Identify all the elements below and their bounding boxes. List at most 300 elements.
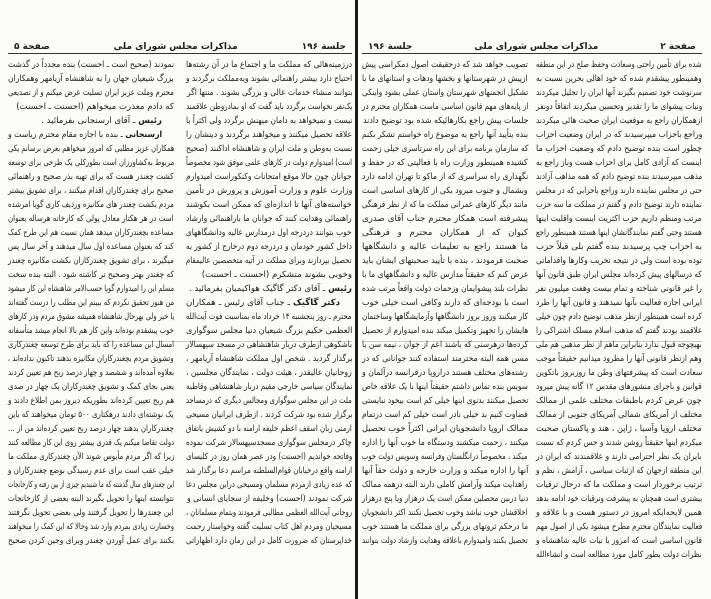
session-number: جلسة ۱۹۶ — [301, 42, 346, 52]
line-text: میکند ، مخصوصاً درانگلستان وفرانسه وسویس دولت خوب — [362, 452, 528, 462]
text-line — [536, 212, 702, 226]
line-text: است در هر هکتار معادل پولی که کارخانه هرساله بعنوان — [8, 214, 174, 224]
text-line — [536, 268, 702, 282]
text-column-left — [8, 58, 174, 548]
line-text: همین لایحه‌ایکه امروز در دستور هست و با علاقه و — [536, 508, 702, 518]
text-line — [8, 114, 174, 128]
line-text: قضاوت کنیم بد خیلی نادر است خیلی کم است درتمام — [362, 410, 528, 420]
text-line — [536, 380, 702, 394]
text-line — [362, 492, 528, 506]
line-text: یک نوشته‌ای دادند درهکتاری ۵۰۰ تومان میخواهند که باین — [8, 410, 174, 420]
text-line — [8, 422, 174, 436]
line-text: برگذار گردید . شخص اول مملکت شاهنشاه آریامهر ، — [185, 354, 352, 364]
text-line — [8, 352, 174, 366]
page-5 — [8, 38, 352, 548]
text-line — [8, 520, 174, 534]
line-text: چاکر درمجلس سوگواری مسجدسپهسالار شرکت نموده — [186, 438, 352, 448]
line-text: مذهب میپرسیدند بنده توضیح دادم که همه مذاهب آزادند — [535, 172, 702, 182]
text-line — [362, 184, 528, 198]
text-line — [8, 212, 174, 226]
text-line — [186, 394, 352, 408]
line-text: صحیح برای چغندرکاران اقدام میکنند ، برای تشویق بیشتر — [8, 186, 174, 196]
line-text: چغندرکاران بدهند چهار درصد ربح تعیین کرده‌اند من از ... — [8, 424, 174, 434]
line-text — [189, 282, 352, 296]
line-text: کند که بعنوان مساعده اول سال میدهند و آخر سال پس — [8, 242, 174, 252]
line-text — [41, 114, 162, 128]
line-text: العظمی حکیم بزرگ شیعیان دنیا مجلس سوگواری — [185, 326, 352, 336]
line-text: وهم ازنظر قانونی آنها را مطرود میدانیم حقیقتاً موجب — [536, 354, 702, 364]
text-line — [186, 408, 352, 422]
line-text: ممالک اروپا دانشجویان ایرانی اکثراً خوب تحصیل — [361, 424, 528, 434]
line-text: هستند وحتی گفتم نمایندگانشان اینها هستند همینطور راجع — [536, 228, 702, 238]
text-line — [536, 492, 702, 506]
text-line — [8, 310, 174, 324]
text-line — [362, 296, 528, 310]
line-text: زیرا که اگر مردم مأیوس شوند الآن چغندرکاری مملکت ما — [7, 452, 174, 462]
text-line — [536, 86, 702, 100]
text-line — [186, 72, 352, 86]
line-text: مانند دیگر کارهای عمرانی مملکت ما که از نظر فرهنگی — [362, 200, 528, 210]
publication-title: مذاکرات مجلس شورای ملی — [113, 42, 238, 52]
session-number: جلسة ۱۹۶ — [368, 42, 413, 52]
line-text: ازهمکاران راجع به موقعیت ایران صحبت هائی میکردند — [535, 116, 702, 126]
text-line — [536, 254, 702, 268]
page-header — [362, 38, 702, 54]
text-line — [362, 338, 528, 352]
page-header — [8, 38, 352, 54]
text-line — [362, 226, 528, 240]
text-column-right — [536, 58, 702, 562]
line-text: که سازمان برنامه برای این راه سرتاسری خیلی زحمت — [361, 144, 528, 154]
text-line — [536, 72, 702, 86]
line-text: مسن همه البته محترمند استفاده کنند جوانانی که در — [361, 354, 528, 364]
line-text: کیوان که از همکاران محترم و فرهنگی — [362, 228, 528, 238]
line-text: وزارت علوم و وزارت آموزش و پرورش در تأمین — [185, 186, 352, 196]
text-line — [186, 212, 352, 226]
line-text: بهیچوجه قبول ندارد بنابراین ماهم از نظر مذهبی هم ملی — [536, 340, 702, 350]
line-text: اینست که آزادی کامل برای احزاب هست وباز راجع به — [536, 158, 702, 168]
text-line — [362, 170, 528, 184]
text-line — [186, 170, 352, 184]
text-line — [362, 254, 528, 268]
line-text: پیشرفته است همکار محترم جناب آقای صدری — [362, 214, 528, 224]
line-text: توده بوده است ولی در نتیجه تخریب وکارها واقداماتی — [536, 256, 702, 266]
line-text: ازپیش در شهرستانها و بخشها ودهات و استانهای ما با — [362, 74, 528, 84]
line-text: فعالیت نمایندگان محترم مطرح میشود یکی از اصول مهم — [535, 522, 702, 532]
text-line — [186, 58, 352, 72]
line-text: روحانی آیت‌الله العظمی مطالبی فرمودند وبتمام مسلمانان ، — [185, 508, 352, 518]
line-text: سرنوشت خود تصمیم بگیرند آنها ایران را تجلیل میکردند — [536, 88, 702, 98]
text-line — [362, 198, 528, 212]
line-text: محترم وملت عزیز ایران تسلیت عرض میکنم و از تصدیعی — [8, 88, 174, 98]
text-line — [536, 324, 702, 338]
line-text: ما هستند راجع به تعلیمات عالیه و دانشگاهها — [362, 242, 528, 252]
line-text: ارمنی زبان اسقف اعظم خلیفه ارامنه با دو کشیش باتفاق — [186, 424, 352, 434]
speech-text: ـ آقای دکتر گاگیک هواکیمیان بفرمائید . — [188, 284, 329, 294]
text-line — [536, 100, 702, 114]
line-text: خواسته‌های آنها تا اندازه‌ای که ممکن است بکوشند — [186, 200, 352, 210]
line-text: وراجع باحزاب میپرسیدند که در ایران وضعیت احزاب — [535, 130, 702, 140]
line-text: یا خیر ولی بهرحال شاهنشاه همیشه مشوق مردم ودر کارهای — [7, 312, 174, 322]
speaker-name: رئیس — [138, 116, 162, 126]
line-text: این منطقه ازجهان که ازثبات سیاسی ، آرامش ، نظم و — [536, 466, 702, 476]
text-line — [536, 198, 702, 212]
line-text: دولت تقاضا میکنم یک قدری بیشتر روی این کار مطالعه کنند — [7, 438, 174, 448]
speaker-name: دکتر گاگیک — [292, 298, 340, 308]
line-text: یعنی بجای کمک و تشویق چغندرکاران یک چهار در صدی — [7, 382, 174, 392]
text-line — [8, 450, 174, 464]
line-text: بایران یک نظر احترامی دارند و علاقمندند که ایران در — [536, 452, 702, 462]
line-text: از پایه‌های مهم قانون اساسی ماست همکاران محترم در — [361, 102, 528, 112]
text-line — [186, 86, 352, 100]
text-line — [536, 226, 702, 240]
line-text: نظرات دولت بطور کامل مورد مطالعه است و انشاءالله — [536, 550, 702, 560]
line-text: مساعده بچغندرکاران میدهد همان نسبت هم این طرح کمک — [8, 228, 174, 238]
line-text: نگهداری راه سراسری که از ماکو تا تهران ادامه دارد — [361, 172, 528, 182]
text-line — [8, 156, 174, 170]
text-line — [186, 464, 352, 478]
text-line — [536, 58, 702, 72]
line-text: نظرات بلند پیشوایمان وزحمات دولت واقعاً مرتب شده — [361, 284, 528, 294]
line-text — [186, 296, 340, 310]
line-text: سعادت است که پیشرفتهای وطن ما روزبروز باتکوین — [535, 368, 702, 378]
text-line — [536, 464, 702, 478]
speech-text: ـ آقای ارسنجانی بفرمائید . — [41, 116, 139, 126]
line-text: وفاتحه خواندیم (احسنت) ودر عصر همان روز در کلیسای — [185, 452, 352, 462]
text-line — [8, 100, 174, 114]
text-line — [8, 338, 174, 352]
line-text: ونیات پیشوای ما را تقدیر وتحسین میکردند اتفاقاً دونفر — [535, 102, 702, 112]
text-line — [362, 506, 528, 520]
line-text: کشت چغندر هست که برای تهیه بذر صحیح و راهنمائی — [8, 172, 174, 182]
line-text: علاقه تحصیل میکنند و میخواهند برگردند و دینشان را — [185, 130, 352, 140]
text-line — [362, 478, 528, 492]
line-text: عرض کنم که حقیقتاً مدارس عالیه و دانشگاههای ما با — [361, 270, 528, 280]
text-line — [536, 240, 702, 254]
line-text: داخل کشور خودمان و دردرجه دوم درخارج از کشور به — [186, 242, 352, 252]
text-line — [362, 156, 528, 170]
text-line — [186, 296, 352, 310]
text-line — [8, 492, 174, 506]
text-line — [362, 114, 528, 128]
line-text: که درسالهای پیش کرده‌اند مجلس ایران طبق قانون آنها — [536, 270, 702, 280]
line-text: مسیحیان ومردم اهل کتاب تسلیت گفته وخواستار رحمت — [186, 522, 352, 532]
line-text: ترتیب برخوردار است و مملکت ما که درحال ترقیات — [535, 480, 702, 490]
text-line — [362, 380, 528, 394]
text-line — [8, 282, 174, 296]
line-text: احتیاج دارد بیشتر راهنمائی بشوند وبه‌مملکت برگردند و — [185, 74, 352, 84]
text-line — [186, 520, 352, 534]
line-text: محترم ـ روز پنجشنبه ۱۴ خرداد ماه بمناسبت فوت آیت‌الله — [186, 312, 352, 322]
text-line — [8, 128, 174, 142]
text-line — [8, 58, 174, 72]
line-text: صحبت فرمودند ، بنده با تأیید صحبتهای ایشان باید — [361, 256, 528, 266]
line-text: بعلاوه آمده‌اند و ششصد و چهار درصد ربح هم تعیین کردند — [7, 368, 174, 378]
line-text: حتی در مجلس نماینده دارند وراجع باحزابی که در مجلس — [535, 186, 702, 196]
text-line — [8, 226, 174, 240]
text-line — [186, 436, 352, 450]
text-line — [8, 380, 174, 394]
line-text: خداپرستان که ضرورت کامل در این زمان دارد اظهاراتی — [186, 536, 352, 546]
text-line — [362, 436, 528, 450]
text-line — [362, 394, 528, 408]
line-text: چطور است بنده توضیح دادم که وضعیت احزاب ما — [536, 144, 702, 154]
text-line — [186, 254, 352, 268]
speaker-name: ارسنجانی — [125, 130, 162, 140]
text-line — [536, 534, 702, 548]
text-line — [186, 100, 352, 114]
line-text — [202, 268, 352, 282]
text-line — [8, 394, 174, 408]
text-line — [536, 408, 702, 422]
publication-title: مذاکرات مجلس شورای ملی — [474, 42, 599, 52]
text-line — [8, 142, 174, 156]
text-line — [8, 324, 174, 338]
line-text: کشیده همینطور وزارت راه با فعالیتی که در حفظ و — [362, 158, 528, 168]
speech-text: که دادم معذرت میخواهم (احسنت ـ احسنت) — [16, 102, 174, 112]
line-text: مردم بکشت چغندر های مکانیزه وردیف کاری گویا امرشده — [8, 200, 174, 210]
speech-text: وخوبی بشوند متشکرم (احسنت ـ احسنت) — [201, 270, 352, 280]
line-text: هم ربح تعیین کرده‌اند بطوریکه دیروز بمن اطلاع دادند و — [7, 396, 174, 406]
text-line — [362, 366, 528, 380]
text-line — [8, 254, 174, 268]
line-text: کرده است همینطور ازنظر مذهب توضیح دادم چون خیلی — [536, 312, 702, 322]
line-text: بنده بتأیید آنها راجع به موضوع راه خواستم تشکر بکنم — [361, 130, 528, 140]
line-text: شرکت نمودند (احسنت) وخلیفه از سجایای انسانی و — [186, 494, 352, 504]
line-text: این چغندرها را تحویل گرفتند ولی بعضی تحویل نگرفتند — [8, 508, 174, 518]
line-text: مرتب ومنظم داریم حزب اکثریت اینست واقلیت اینها — [536, 214, 702, 224]
page-number: صفحة ۵ — [14, 42, 50, 52]
text-line — [8, 86, 174, 100]
line-text: مختلف از آمریکای شمالی آمریکای جنوبی از ممالک — [535, 410, 702, 420]
line-text: نمودند (صحیح است ـ احسنت) بنده مجدداً در گذشت — [7, 60, 174, 70]
line-text: روحانیان عالیقدر ، هیئت دولت ، نمایندگان مجلسین ، — [186, 368, 352, 378]
text-line — [186, 352, 352, 366]
text-line — [186, 156, 352, 170]
text-line — [186, 198, 352, 212]
line-text: بزرگ شیعیان جهان را به شاهنشاه آریامهر وهمکاران — [8, 74, 174, 84]
text-line — [186, 282, 352, 296]
text-column-left — [362, 58, 528, 562]
line-text: به احزاب چپ پرسیدند بنده گفتم بلی قبلاً حزب — [536, 242, 702, 252]
text-line — [536, 506, 702, 520]
line-text: ایرانی اجازه فعالیت بآنها نمیدهند و قانون آنها را طرد — [536, 298, 702, 308]
text-line — [186, 380, 352, 394]
text-line — [362, 142, 528, 156]
text-line — [186, 366, 352, 380]
line-text: کار میکنند وروز بروز دانشگاهها وآزمایشگاهها وساختمان — [362, 312, 528, 322]
text-line — [8, 170, 174, 184]
line-text: که عده زیادی ازمردم مسلمان ومسیحی دراین مجلس دعا — [186, 480, 352, 490]
line-text: جلسات پیش راجع بکارهائیکه شده بود توضیح دادند — [362, 116, 528, 126]
text-line — [362, 212, 528, 226]
line-text: ملت در این مجلس سوگواری ومجالس دیگری که درمساجد — [186, 396, 352, 406]
text-line — [186, 142, 352, 156]
text-line — [362, 268, 528, 282]
line-text: نماینده دارند توضیح دادم و گفتم در مملکت ما سه حزب — [536, 200, 702, 210]
text-line — [8, 478, 174, 492]
text-line — [362, 450, 528, 464]
line-text: تحصیل بکنند وامیدوارم باعلاقه وهدایت وارشاد دولت بتوانند — [362, 536, 528, 546]
line-text: باشکوهی ازطرف دربار شاهنشاهی در مسجد سپهسالار — [186, 340, 352, 350]
line-text: ما درحکم ثروتهای بزرگی برای مملکت ما هستند خوب — [361, 522, 528, 532]
text-line — [8, 506, 174, 520]
text-line — [8, 184, 174, 198]
line-text: نمایندگان سیاسی خارجی مقیم دربار شاهنشاهی وقاطبه — [185, 382, 352, 392]
text-line — [536, 352, 702, 366]
line-text: که چغندر بهتر وصحیح تر کاشته شود . البته بنده سخت — [8, 270, 174, 280]
text-line — [536, 548, 702, 562]
text-line — [362, 352, 528, 366]
text-line — [536, 478, 702, 492]
text-line — [536, 156, 702, 170]
text-line — [536, 128, 702, 142]
text-line — [186, 478, 352, 492]
line-text: بکنند برای عمل آوردن چغندر وبرای وجین کردن صحیح — [7, 536, 174, 546]
line-text: خوب بتوانند دردرجه اول درمدارس عالیه ودانشگاههای — [186, 228, 352, 238]
text-line — [536, 422, 702, 436]
text-line — [8, 436, 174, 450]
line-text: درزمینه‌هائی که مملکت ما و اجتماع ما در آن رشته‌ها — [185, 60, 352, 70]
speaker-name: رئیس — [328, 284, 352, 294]
text-line — [8, 408, 174, 422]
line-text: است با بودجه‌ای که دارند وکافی است خیلی خوب — [361, 298, 528, 308]
text-line — [186, 310, 352, 324]
text-line — [186, 114, 352, 128]
text-line — [536, 450, 702, 464]
line-text: دنیا دربین محصلین ممکن است یک درهزار ویا پنج درهزار — [361, 494, 528, 504]
text-line — [362, 534, 528, 548]
line-text: وتشویق مردم بچغندرکاران مکانیزه بدهند تاکنون نداده‌اند ، — [8, 354, 174, 364]
text-line — [536, 520, 702, 534]
text-line — [186, 268, 352, 282]
line-text: امسال این مساعده را که باید برای طرح توسعه چغندرکاری — [7, 340, 174, 350]
line-text: وخسارت زیادی بمردم وارد شد وحالا که این کمک را میخواهند — [8, 522, 174, 532]
text-line — [8, 464, 174, 478]
text-line — [8, 296, 174, 310]
line-text: کرده‌ها درهرسنی که باشند اعم از جوان ، نیمه سن یا — [361, 340, 528, 350]
text-line — [186, 338, 352, 352]
text-line — [536, 114, 702, 128]
text-line — [362, 100, 528, 114]
line-text: قانون اساسی است که امروز با نیات عالیه شاهنشاه و — [536, 536, 702, 546]
line-text: راهدایت میکند وآرامش کاملی دارند البته درهمه ممالک — [362, 480, 528, 490]
line-text: وهمینطور پیشقدم شده که خود اهالی بحرین نسبت به — [536, 74, 702, 84]
text-line — [362, 520, 528, 534]
line-text: برگزار شده بود شرکت کردند . ازطرف ایرانیان مسیحی — [185, 410, 352, 420]
text-line — [536, 170, 702, 184]
text-line — [362, 72, 528, 86]
line-text: خوب پیشقدم بوده‌اند واین کار هم بالا انجام میشد متأسفانه — [8, 326, 174, 336]
text-line — [8, 240, 174, 254]
text-line — [8, 534, 174, 548]
text-line — [186, 324, 352, 338]
line-text: سویس بنده تماس داشتم حقیقتاً اینها با یک علاقه خاص — [362, 382, 528, 392]
line-text: را غیر قانونی شناخته و تمام بیست وهفت میلیون نفر — [536, 284, 702, 294]
line-text: نیست و نمیخواهد به دامان میهنش برگردد ولی اکثراً با — [185, 116, 352, 126]
line-text: قوانین و باجرای منشورهای مقدس ۱۲ گانه پیش میرود — [536, 382, 702, 392]
line-text: جوانان چون حالا موقع امتحانات وکنکوراست امیدوارم — [186, 172, 352, 182]
line-text: اخلاقشان خوب نباشد وخوب تحصیل نکنند اکثر دانشجویان — [362, 508, 528, 518]
line-text: ارامنه واقع درخیابان قوام‌السلطنه مراسم دعا برگذار شد — [185, 466, 352, 476]
line-text: هایشان را تجهیز وتکمیل میکند بنده امیدوارم از تحصیل — [361, 326, 528, 336]
line-text: تحصیل میکنند بدنوی اینها خیلی کم است بیخود نبایستی — [361, 396, 528, 406]
line-text: است) امیدوارم دولت در کارهای علمی موفق شود مخصوصاً — [186, 158, 352, 168]
text-line — [362, 282, 528, 296]
page-2 — [362, 38, 702, 562]
speech-text: ـ جناب آقای رئیس ـ همکاران — [186, 298, 293, 308]
line-text: خیلی عقب است برای عدم رسیدگی بوضع چغندرکاران و — [8, 466, 174, 476]
text-line — [8, 268, 174, 282]
text-line — [186, 128, 352, 142]
text-line — [362, 86, 528, 100]
text-line — [8, 198, 174, 212]
text-line — [362, 310, 528, 324]
text-line — [186, 226, 352, 240]
text-line — [362, 408, 528, 422]
text-line — [536, 366, 702, 380]
text-line — [536, 338, 702, 352]
line-text: تشکیل انجمنهای شهرستان واستان عملی بشود واینکی — [361, 88, 528, 98]
line-text: شده برای تأمین راحتی وسعادت وحفظ صلح در این منطقه — [536, 60, 702, 70]
line-text — [16, 100, 174, 114]
text-line — [362, 240, 528, 254]
text-line — [186, 240, 352, 254]
text-line — [362, 422, 528, 436]
line-text: نسبت به‌وطن و ملت ایران و شاهنشاه اداکنند (صحیح — [185, 144, 352, 154]
line-text — [8, 128, 162, 142]
line-text: بیشتری است همچنان به پیشرفت وترقیات خود ادامه بدهد — [535, 494, 702, 504]
line-text: علاقمند بودند گفتم که مذهب اسلام مسلک اشتراکی را — [535, 326, 702, 336]
text-line — [536, 296, 702, 310]
text-line — [536, 142, 702, 156]
text-line — [536, 394, 702, 408]
line-text: مربوط به‌کشاورزان است بطورکلی یک طرحی برای توسعه — [7, 158, 174, 168]
line-text: من هنوز تحقیق نکردم که ببینم این مطلب را درست گفته‌اند — [7, 298, 174, 308]
speech-text: ـ بنده با اجازه مقام محترم ریاست و — [7, 130, 126, 140]
text-column-right — [186, 58, 352, 548]
text-line — [536, 282, 702, 296]
line-text: نتوانسته اینها را تحویل بگیرند البته بعضی از کارخانجات — [8, 494, 174, 504]
text-line — [362, 58, 528, 72]
line-text: میکردم اینها حقیقتاً روشن شدند و حس کردم که نسبت — [535, 438, 702, 448]
line-text: یک‌نفر نخواست برگردد باید گفت که او بمادروطن علاقمند — [185, 102, 352, 112]
text-line — [186, 184, 352, 198]
line-text: چون عرض کردم باطبقات مختلف علمی از ممالک — [536, 396, 702, 406]
line-text: راهنمائی وهدایت کنند که جوانان ما باراهنمائی وارشاد — [186, 214, 352, 224]
line-text: بتوانند منشاء خدمات عالی و بزرگی بشوند . منتها اگر — [186, 88, 352, 98]
line-text: همکاران عزیز مطلبی که امروز میخواهم بعرض برسانم یکی — [7, 144, 174, 154]
page-number: صفحة ۲ — [660, 42, 696, 52]
line-text: وبشمال و جنوب میرود یکی از کارهای اساسی است — [362, 186, 528, 196]
text-line — [186, 422, 352, 436]
text-line — [536, 310, 702, 324]
line-text: رشته‌های مختلف هستند دراروپا درفرانسه درآلمان و — [362, 368, 528, 378]
text-line — [362, 464, 528, 478]
text-line — [362, 324, 528, 338]
text-line — [8, 366, 174, 380]
line-text: مختلف اروپا وآسیا ، ژاپن ، هند و پاکستان صحبت — [536, 424, 702, 434]
line-text: این چغندرهای سال گذشته که ما شنیدیم چیزی از بین رفته و کارخانجات — [7, 480, 174, 490]
text-line — [362, 128, 528, 142]
line-text: تصویب خواهد شد که درحقیقت اصول دمکراسی پیش — [362, 60, 528, 70]
line-text: مسلم این را امیدوارم گویا حسب‌الامر شاهنشاه این کار میشود — [7, 284, 174, 294]
text-line — [8, 72, 174, 86]
text-line — [536, 184, 702, 198]
line-text: تحصیل بپردازند وبرای مملکت در آتیه متخصصین عالیمقام — [186, 256, 352, 266]
text-line — [536, 436, 702, 450]
line-text: میکنند ، زحمت میکشند ودستگاه ما خوب آنها را اداره — [361, 438, 528, 448]
